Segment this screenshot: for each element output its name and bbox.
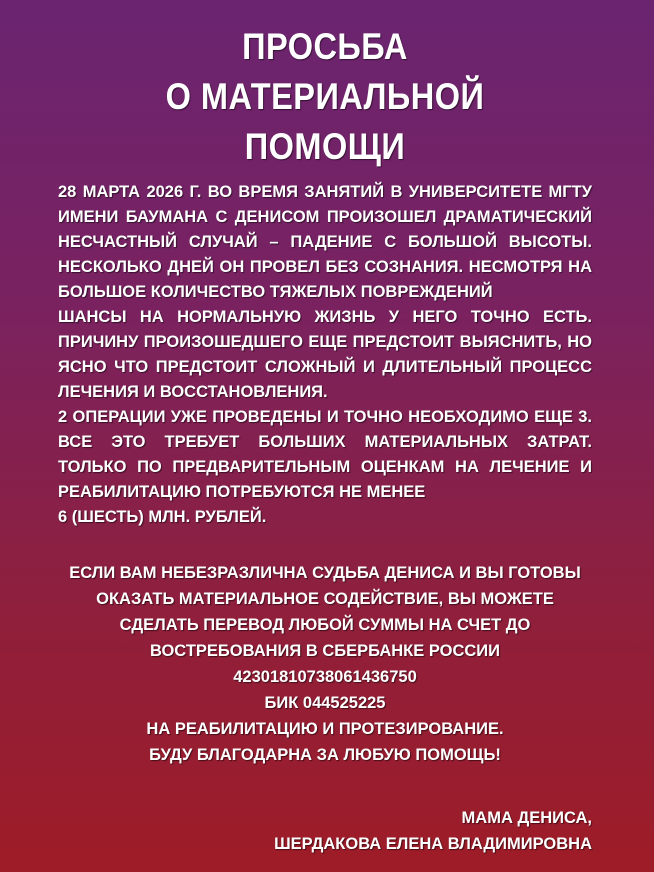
bik-code: БИК 044525225 — [264, 694, 386, 712]
story-paragraph-1: 28 МАРТА 2026 Г. ВО ВРЕМЯ ЗАНЯТИЙ В УНИВЕРСИТЕТЕ МГТУ ИМЕНИ БАУМАНА С ДЕНИСОМ ПРОИЗОШЕЛ ДРАМАТИЧЕСКИЙ НЕСЧАСТНЫЙ СЛУЧАЙ – ПАДЕНИЕ С БОЛЬШОЙ ВЫСОТЫ. НЕСКОЛЬКО ДНЕЙ ОН ПРОВЕЛ БЕЗ СОЗНАНИЯ. НЕСМОТРЯ НА БОЛЬШОЕ КОЛИЧЕСТВО ТЯЖЕЛЫХ ПОВРЕЖДЕНИЙ — [58, 183, 592, 301]
story-text — [58, 180, 592, 530]
account-number: 42301810738061436750 — [233, 668, 417, 686]
title-line-2: О МАТЕРИАЛЬНОЙ ПОМОЩИ — [165, 76, 485, 167]
signature-line-1: МАМА ДЕНИСА, — [461, 809, 592, 827]
story-paragraph-4: 6 (ШЕСТЬ) МЛН. РУБЛЕЙ. — [58, 508, 267, 526]
story-paragraph-3: 2 ОПЕРАЦИИ УЖЕ ПРОВЕДЕНЫ И ТОЧНО НЕОБХОДИМО ЕЩЕ 3. ВСЕ ЭТО ТРЕБУЕТ БОЛЬШИХ МАТЕРИАЛЬНЫХ ЗАТРАТ. ТОЛЬКО ПО ПРЕДВАРИТЕЛЬНЫМ ОЦЕНКАМ НА ЛЕЧЕНИЕ И РЕАБИЛИТАЦИЮ ПОТРЕБУЮТСЯ НЕ МЕНЕЕ — [58, 408, 592, 501]
thanks-text: БУДУ БЛАГОДАРНА ЗА ЛЮБУЮ ПОМОЩЬ! — [149, 746, 501, 764]
signature-line-2: ШЕРДАКОВА ЕЛЕНА ВЛАДИМИРОВНА — [274, 835, 592, 853]
signature — [274, 805, 592, 857]
appeal-text: ЕСЛИ ВАМ НЕБЕЗРАЗЛИЧНА СУДЬБА ДЕНИСА И ВЫ ГОТОВЫ ОКАЗАТЬ МАТЕРИАЛЬНОЕ СОДЕЙСТВИЕ, ВЫ МОЖЕТЕ СДЕЛАТЬ ПЕРЕВОД ЛЮБОЙ СУММЫ НА СЧЕТ ДО ВОСТРЕБОВАНИЯ В СБЕРБАНКЕ РОССИИ — [69, 564, 581, 660]
appeal-block — [58, 560, 592, 768]
purpose-text: НА РЕАБИЛИТАЦИЮ И ПРОТЕЗИРОВАНИЕ. — [146, 720, 504, 738]
story-paragraph-2: ШАНСЫ НА НОРМАЛЬНУЮ ЖИЗНЬ У НЕГО ТОЧНО ЕСТЬ. ПРИЧИНУ ПРОИЗОШЕДШЕГО ЕЩЕ ПРЕДСТОИТ ВЫЯСНИТЬ, НО ЯСНО ЧТО ПРЕДСТОИТ СЛОЖНЫЙ И ДЛИТЕЛЬНЫЙ ПРОЦЕСС ЛЕЧЕНИЯ И ВОССТАНОВЛЕНИЯ. — [58, 308, 592, 401]
title-line-1: ПРОСЬБА — [242, 26, 408, 67]
page-title — [90, 0, 560, 172]
